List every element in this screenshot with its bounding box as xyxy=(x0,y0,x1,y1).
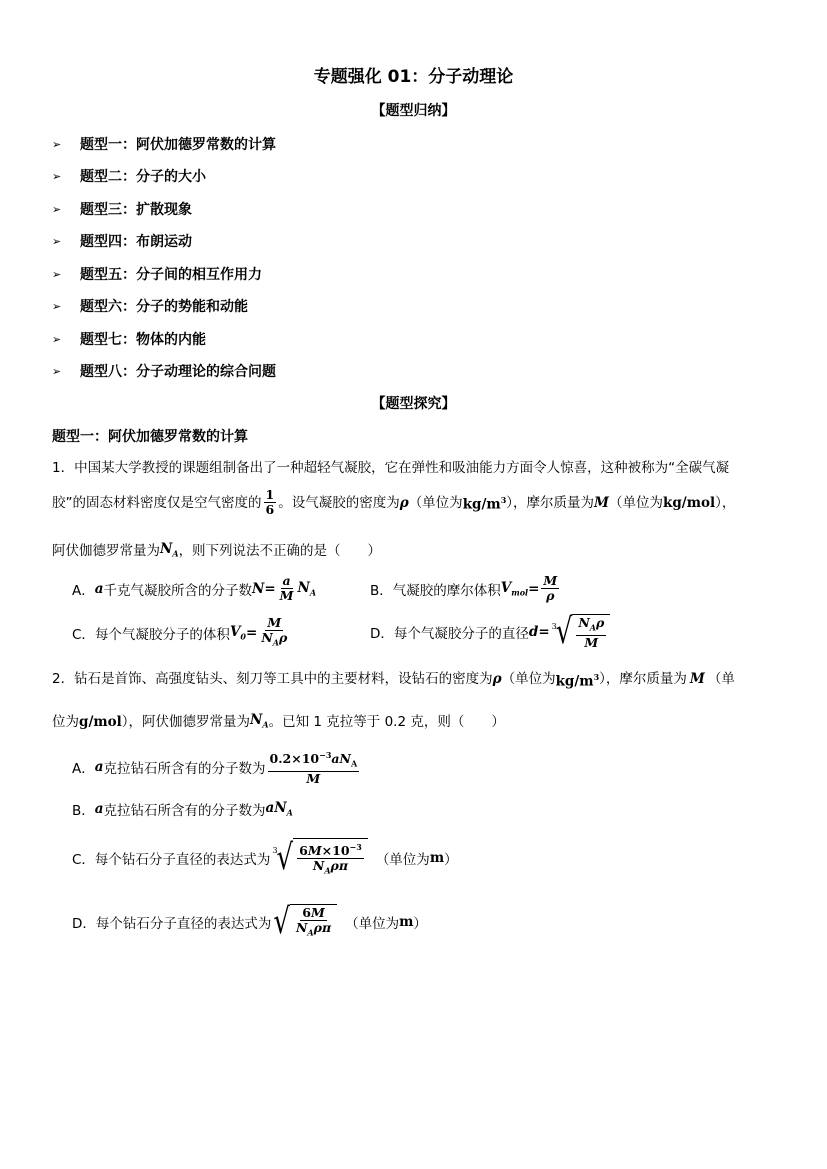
square-root-formula: √ $\frac{6M}{N_A\rho\pi}$ xyxy=(273,904,337,940)
arrow-bullet-icon: ➢ xyxy=(52,202,62,216)
arrow-bullet-icon: ➢ xyxy=(52,332,62,346)
page-title: 专题强化 01：分子动理论 xyxy=(313,67,514,87)
arrow-bullet-icon: ➢ xyxy=(52,364,62,378)
formula-fraction: $\frac{M}{N_A\rho}$ xyxy=(261,615,288,648)
q2-option-b[interactable]: B． a 克拉钻石所含有的分子数为 $aN_A$ xyxy=(72,800,293,819)
toc-item: ➢ 题型八：分子动理论的综合问题 xyxy=(52,364,276,380)
formula-fraction: $\frac{M}{\rho}$ xyxy=(543,573,558,603)
section-heading-summary: 【题型归纳】 xyxy=(371,103,456,119)
q1-line3: 阿伏伽德罗常量为 $N_A$ ，则下列说法不正确的是（ ） xyxy=(52,541,382,560)
q1-option-c[interactable]: C． 每个气凝胶分子的体积 $V_0$ = $\frac{M}{N_A\rho}$ xyxy=(72,615,288,648)
cube-root-formula: 3 √ $\frac{6M\times 10^{-3}}{N_A\rho\pi}$ xyxy=(272,838,367,878)
q2-option-a[interactable]: A． a 克拉钻石所含有的分子数为 $\frac{0.2\times 10^{-3}aN_A}{M}$ xyxy=(72,750,358,786)
arrow-bullet-icon: ➢ xyxy=(52,137,62,151)
toc-item: ➢ 题型四：布朗运动 xyxy=(52,234,192,250)
subheading-type1: 题型一：阿伏加德罗常数的计算 xyxy=(52,429,248,445)
toc-item: ➢ 题型五：分子间的相互作用力 xyxy=(52,267,262,283)
q1-option-a[interactable]: A． a 千克气凝胶所含的分子数 N = $\frac{a}{M}$ $N_A$ xyxy=(72,573,317,603)
q1-option-b[interactable]: B． 气凝胶的摩尔体积 $V_{mol}$ = $\frac{M}{\rho}$ xyxy=(370,573,558,603)
toc-item: ➢ 题型六：分子的势能和动能 xyxy=(52,299,248,315)
toc-item: ➢ 题型二：分子的大小 xyxy=(52,169,206,185)
toc-item: ➢ 题型一：阿伏加德罗常数的计算 xyxy=(52,137,276,153)
arrow-bullet-icon: ➢ xyxy=(52,299,62,313)
q1-option-d[interactable]: D． 每个气凝胶分子的直径 d = 3 √ $\frac{N_A\rho}{M}$ xyxy=(370,614,612,650)
arrow-bullet-icon: ➢ xyxy=(52,267,62,281)
formula-fraction: $\frac{0.2\times 10^{-3}aN_A}{M}$ xyxy=(269,750,358,786)
section-heading-explore: 【题型探究】 xyxy=(371,396,456,412)
toc-item: ➢ 题型七：物体的内能 xyxy=(52,332,206,348)
formula-fraction: $\frac{a}{M}$ xyxy=(279,573,294,603)
arrow-bullet-icon: ➢ xyxy=(52,234,62,248)
q2-option-c[interactable]: C．每个钻石分子直径的表达式为 3 √ $\frac{6M\times 10^{-3}}{N_A\rho\pi}$ （单位为 m ） xyxy=(72,837,458,879)
fraction-one-sixth: $\frac{1}{6}$ xyxy=(265,487,275,517)
toc-item: ➢ 题型三：扩散现象 xyxy=(52,202,192,218)
q2-option-d[interactable]: D．每个钻石分子直径的表达式为 √ $\frac{6M}{N_A\rho\pi}$ （单位为 m ） xyxy=(72,901,427,942)
q2-line1: 2．钻石是首饰、高强度钻头、刻刀等工具中的主要材料，设钻石的密度为 ρ （单位为 $kg/m^3$ ），摩尔质量为 M （单 xyxy=(52,671,735,690)
q1-line2: 胶”的固态材料密度仅是空气密度的 $\frac{1}{6}$ 。设气凝胶的密度为 ρ （单位为 $kg/m^3$ ），摩尔质量为 M （单位为 kg/mol ）， xyxy=(52,487,736,517)
q1-line1: 1．中国某大学教授的课题组制备出了一种超轻气凝胶，它在弹性和吸油能力方面令人惊喜，这种被称为“全碳气凝 xyxy=(52,460,730,476)
q2-line2: 位为 g/mol ），阿伏伽德罗常量为 $N_A$ 。已知 1 克拉等于 0.2 克，则（ ） xyxy=(52,712,505,731)
arrow-bullet-icon: ➢ xyxy=(52,169,62,183)
cube-root-formula: 3 √ $\frac{N_A\rho}{M}$ xyxy=(552,614,611,650)
